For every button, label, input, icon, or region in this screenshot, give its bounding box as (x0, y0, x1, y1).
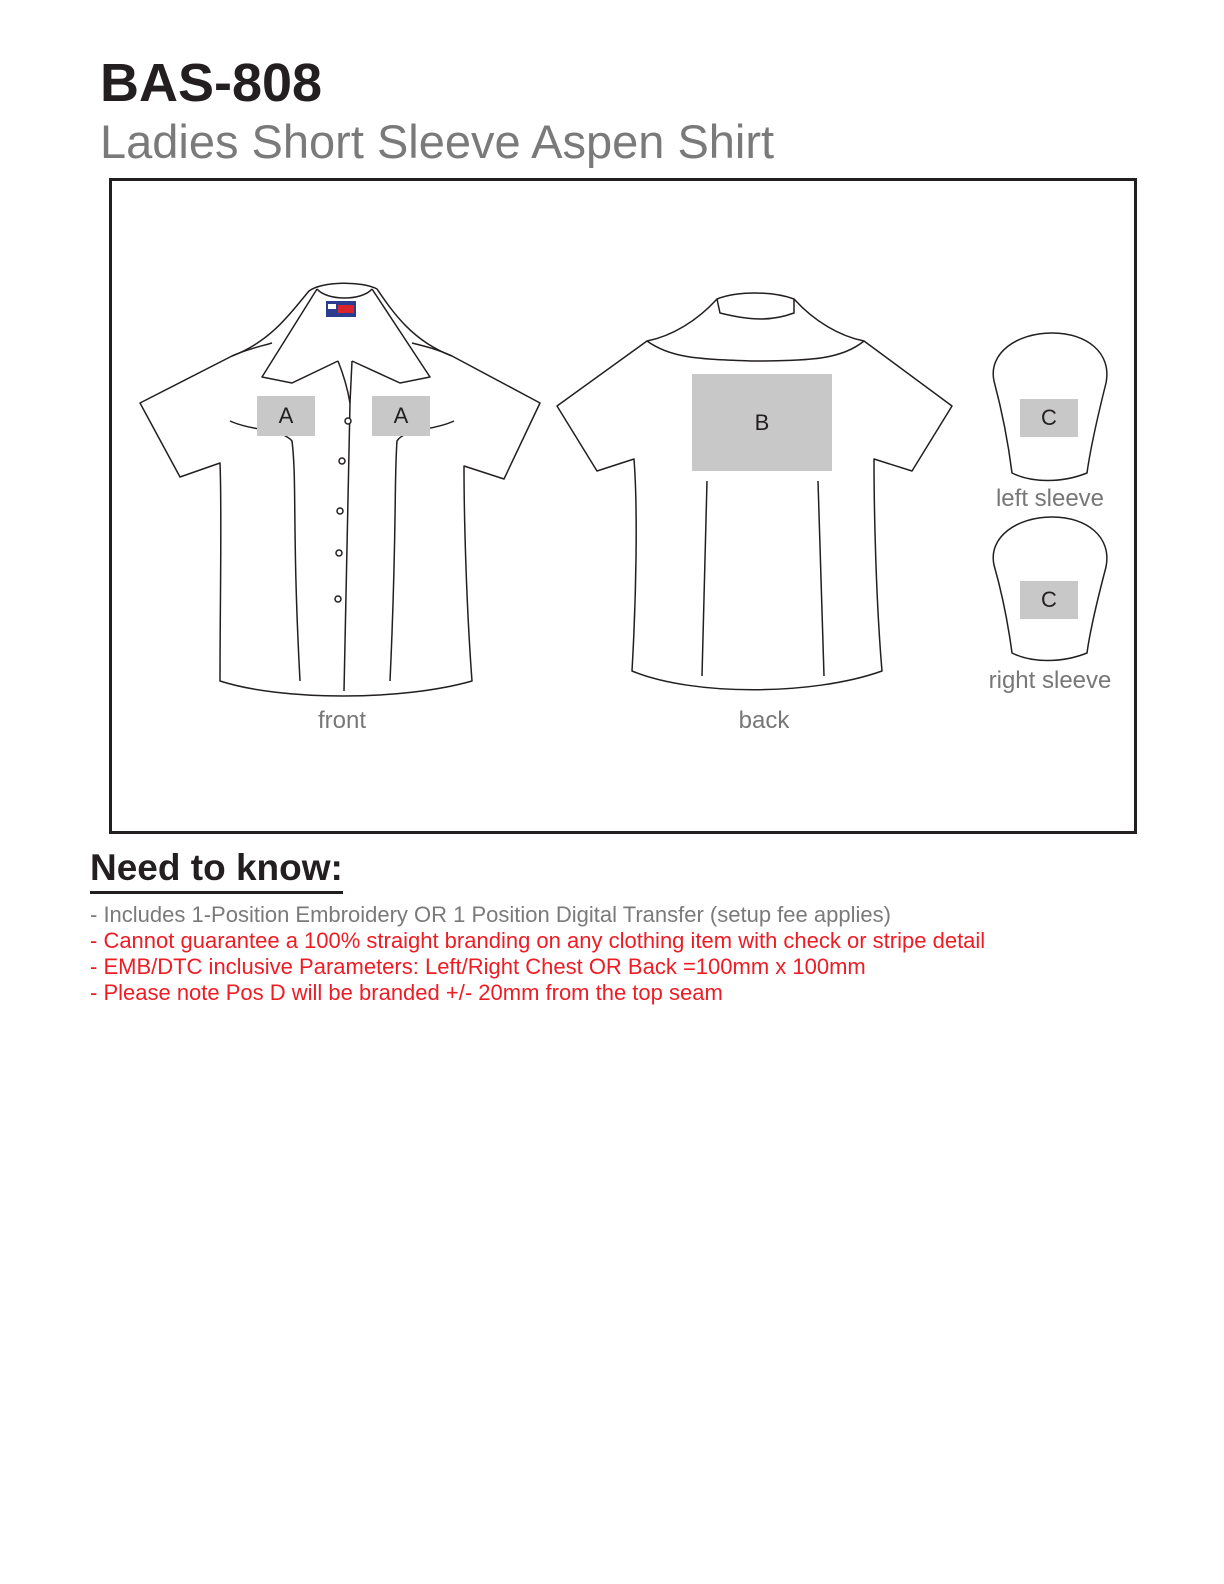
shirt-diagram (112, 181, 1134, 831)
diagram-frame (109, 178, 1137, 834)
back-shirt-outline (557, 293, 952, 690)
position-c-label-right: C (1041, 587, 1057, 612)
front-shirt-outline (140, 283, 540, 696)
front-label: front (317, 707, 367, 734)
position-b-label: B (754, 410, 770, 435)
note-item: - Please note Pos D will be branded +/- 20mm from the top seam (90, 980, 723, 1005)
brand-tag (326, 301, 356, 317)
need-to-know-list (90, 902, 985, 1006)
position-a-label-left: A (278, 403, 294, 428)
note-item: - Includes 1-Position Embroidery OR 1 Position Digital Transfer (setup fee applies) (90, 902, 891, 927)
right-sleeve-label: right sleeve (988, 667, 1112, 694)
need-to-know-heading: Need to know: (90, 848, 343, 894)
position-c-label-left: C (1041, 405, 1057, 430)
note-item: - Cannot guarantee a 100% straight branding on any clothing item with check or stripe detail (90, 928, 986, 953)
note-item: - EMB/DTC inclusive Parameters: Left/Right Chest OR Back =100mm x 100mm (90, 954, 866, 979)
position-boxes (257, 374, 1078, 619)
product-name: Ladies Short Sleeve Aspen Shirt (100, 115, 775, 168)
position-a-label-right: A (393, 403, 409, 428)
back-label: back (738, 707, 790, 734)
product-code: BAS-808 (100, 53, 323, 113)
left-sleeve-label: left sleeve (995, 485, 1105, 512)
